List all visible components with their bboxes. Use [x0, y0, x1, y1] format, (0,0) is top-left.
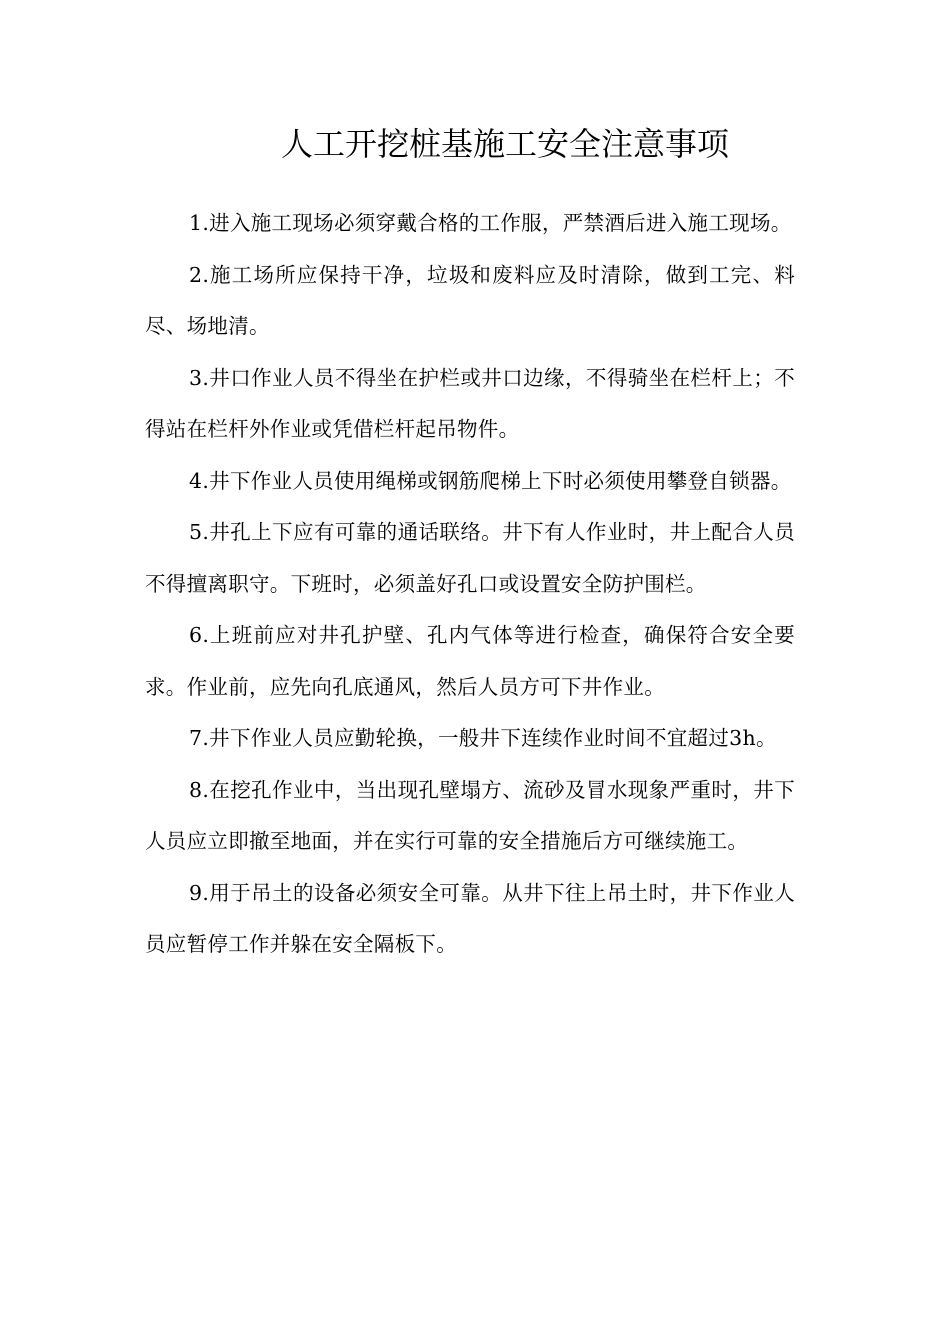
paragraph-9: 9.用于吊土的设备必须安全可靠。从井下往上吊土时，井下作业人员应暂停工作并躲在安全隔板下。: [145, 880, 795, 956]
paragraph-3: 3.井口作业人员不得坐在护栏或井口边缘，不得骑坐在栏杆上；不得站在栏杆外作业或凭借栏杆起吊物件。: [145, 365, 795, 441]
paragraph-2: 2.施工场所应保持干净，垃圾和废料应及时清除，做到工完、料尽、场地清。: [145, 262, 795, 338]
document-page: [145, 118, 795, 971]
paragraph-7: 7.井下作业人员应勤轮换，一般井下连续作业时间不宜超过3h。: [189, 726, 777, 750]
paragraph-4: 4.井下作业人员使用绳梯或钢筋爬梯上下时必须使用攀登自锁器。: [189, 468, 792, 493]
paragraph-5: 5.井孔上下应有可靠的通话联络。井下有人作业时，井上配合人员不得擅离职守。下班时，必须盖好孔口或设置安全防护围栏。: [145, 520, 795, 596]
paragraph-8: 8.在挖孔作业中，当出现孔壁塌方、流砂及冒水现象严重时，井下人员应立即撤至地面，并在实行可靠的安全措施后方可继续施工。: [145, 777, 795, 853]
paragraph-6: 6.上班前应对井孔护壁、孔内气体等进行检查，确保符合安全要求。作业前，应先向孔底通风，然后人员方可下井作业。: [145, 623, 795, 699]
paragraph-1: 1.进入施工现场必须穿戴合格的工作服，严禁酒后进入施工现场。: [189, 211, 792, 235]
document-title: 人工开挖桩基施工安全注意事项: [280, 125, 729, 163]
